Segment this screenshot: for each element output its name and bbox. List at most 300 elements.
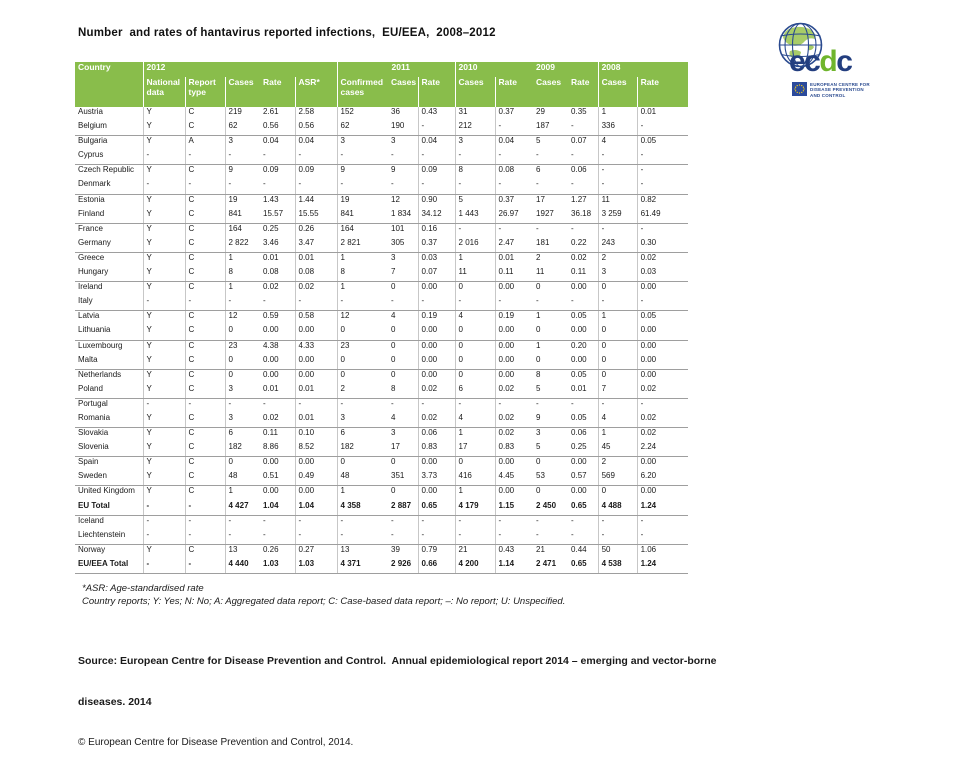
country-cell: Germany [75,238,143,253]
data-cell: - [185,398,225,413]
data-cell: 0.00 [495,457,533,472]
data-cell: 0.02 [637,413,688,428]
data-cell: 0 [337,325,388,340]
data-cell: Y [143,471,185,486]
table-row [75,209,688,224]
data-cell: - [225,515,260,530]
data-cell: Y [143,355,185,370]
data-cell: 0.49 [295,471,337,486]
data-cell: - [295,530,337,545]
data-cell: 21 [455,544,495,559]
data-cell: 36.18 [568,209,598,224]
data-cell: Y [143,413,185,428]
country-cell: Denmark [75,179,143,194]
table-row [75,544,688,559]
column-header: Cases [455,77,495,107]
data-cell: - [337,530,388,545]
data-cell: 1.04 [260,501,295,516]
data-cell: 1.27 [571,194,587,204]
data-cell: 3 [225,384,260,399]
data-cell: - [571,398,574,408]
data-cell: 17 [388,442,418,457]
data-cell: 0.59 [263,311,279,321]
data-cell: 0 [455,282,495,297]
data-cell: - [571,515,574,525]
data-cell: 7 [388,267,418,282]
column-header: Cases [598,77,637,107]
data-cell: C [185,209,225,224]
table-row [75,340,688,355]
column-header: Rate [637,77,688,107]
data-cell: 12 [225,311,260,326]
data-cell: 0.00 [418,325,455,340]
data-cell: - [295,179,337,194]
country-cell: Czech Republic [78,165,135,175]
data-cell: 13 [337,544,388,559]
data-cell: - [391,398,394,408]
data-cell: - [495,223,533,238]
data-cell: 34.12 [418,209,455,224]
data-cell: 4 [455,413,495,428]
data-cell: 0 [598,340,637,355]
table-row [75,384,688,399]
data-cell: - [495,296,533,311]
data-cell: 0.00 [418,340,455,355]
data-cell: - [143,150,185,165]
data-cell: 6 [455,384,495,399]
data-cell: - [495,121,533,136]
data-cell: 0.65 [418,501,455,516]
data-cell: 0.37 [495,194,533,209]
data-cell: 0.08 [260,267,295,282]
country-cell: Latvia [78,311,100,321]
country-cell: Slovakia [78,428,109,438]
table-row [75,501,688,516]
data-cell: - [260,530,295,545]
data-cell: 0.01 [495,252,533,267]
data-cell: 1 443 [455,209,495,224]
data-cell: 0 [533,355,568,370]
table-row [75,471,688,486]
table-row [75,282,688,297]
data-cell: 0.43 [495,544,533,559]
data-cell: 11 [533,267,568,282]
data-cell: - [637,530,688,545]
data-cell: - [533,530,568,545]
data-cell: - [455,530,495,545]
data-cell: C [185,282,225,297]
country-cell: Iceland [78,515,104,525]
data-cell: 0 [455,355,495,370]
data-cell: 0.00 [637,369,688,384]
column-header: Rate [418,77,455,107]
data-cell: 0.00 [637,457,688,472]
data-cell: - [143,559,185,574]
table-row [75,413,688,428]
data-cell: - [637,121,688,136]
data-cell: 15.55 [295,209,337,224]
data-cell: 0.83 [495,442,533,457]
data-cell: 2 821 [337,238,388,253]
data-cell: C [185,165,225,180]
data-cell: - [295,515,337,530]
data-cell: - [260,296,295,311]
data-cell: - [495,398,533,413]
year-header-row [75,62,688,77]
data-cell: 0 [598,325,637,340]
data-cell: 2 [598,252,637,267]
country-cell: Estonia [78,194,105,204]
table-row [75,369,688,384]
column-header: Rate [260,77,295,107]
data-cell: 5 [533,384,568,399]
data-cell: - [225,530,260,545]
data-cell: 1 [337,282,388,297]
data-cell: - [185,515,225,530]
data-cell: - [495,179,533,194]
data-cell: 4 [598,136,637,151]
data-cell: 1 834 [388,209,418,224]
data-cell: 0 [391,282,396,292]
data-cell: 48 [225,471,260,486]
data-cell: 3 [225,413,260,428]
data-cell: 1.04 [295,501,337,516]
data-cell: 3 [337,413,388,428]
data-cell: 0.00 [295,325,337,340]
data-cell: 61.49 [637,209,688,224]
table-row [75,515,688,530]
data-cell: - [637,398,688,413]
data-cell: 0.02 [418,384,455,399]
data-cell: 190 [388,121,418,136]
data-cell: 36 [391,107,400,116]
country-cell: Romania [75,413,143,428]
data-cell: 23 [225,340,260,355]
data-cell: - [598,530,637,545]
data-cell: 1 [536,340,541,350]
wordmark-c: c [836,45,852,78]
data-cell: 0.02 [260,413,295,428]
data-cell: 152 [337,107,388,121]
data-cell: 0 [455,340,495,355]
data-cell: C [185,194,225,209]
data-cell: Y [143,311,185,326]
data-cell: 3 [391,428,396,438]
data-cell: 1 [598,311,637,326]
data-cell: 8 [388,384,418,399]
data-cell: A [185,136,225,151]
data-cell: - [598,296,637,311]
data-cell: 1 [455,486,495,501]
data-cell: 336 [598,121,637,136]
country-cell: EU Total [75,501,143,516]
data-cell: - [568,150,598,165]
country-cell: EU/EEA Total [75,559,143,574]
data-cell: 0.11 [495,267,533,282]
data-cell: 9 [225,165,260,180]
data-cell: 0.58 [295,311,337,326]
data-cell: 0.01 [260,384,295,399]
data-cell: 0 [598,282,637,297]
data-cell: Y [143,384,185,399]
data-cell: 0.20 [571,340,587,350]
data-cell: 1.06 [637,544,688,559]
footnotes [82,582,565,608]
data-cell: - [143,515,185,530]
data-cell: - [337,179,388,194]
data-cell: - [571,223,574,233]
data-cell: 0 [391,486,396,496]
data-cell: 2 [598,457,637,472]
column-header: Report type [185,77,225,107]
data-cell: - [418,150,455,165]
data-cell: 0.00 [418,486,455,501]
country-cell: Sweden [75,471,143,486]
data-cell: 2 471 [533,559,568,574]
data-cell: - [533,296,568,311]
data-cell: 0 [225,355,260,370]
column-header: Rate [568,77,598,107]
data-cell: 0 [337,355,388,370]
country-cell: Italy [75,296,143,311]
data-cell: C [185,121,225,136]
data-cell: 0.00 [418,457,455,472]
table-row [75,150,688,165]
data-cell: 8 [536,369,541,379]
column-header: ASR* [295,77,337,107]
data-cell: 0 [225,325,260,340]
data-cell: 4.45 [495,471,533,486]
eu-flag-icon [792,82,807,96]
data-cell: 0.02 [263,282,279,292]
table-row [75,121,688,136]
data-cell: 0.16 [418,223,455,238]
table-row [75,457,688,472]
data-cell: 243 [598,238,637,253]
data-cell: 1 [455,252,495,267]
data-cell: 8 [225,267,260,282]
data-cell: 6.20 [637,471,688,486]
data-cell: 0.08 [495,165,533,180]
data-cell: 0.04 [263,136,279,146]
data-cell: 0.02 [495,428,533,443]
data-cell: 26.97 [495,209,533,224]
data-cell: 5 [536,136,541,146]
data-cell: Y [143,267,185,282]
data-cell: - [143,530,185,545]
data-cell: 3.73 [418,471,455,486]
table-row [75,107,688,121]
data-cell: 62 [225,121,260,136]
data-cell: 8 [455,165,495,180]
data-cell: 0.27 [295,544,337,559]
data-cell: 0.00 [295,486,337,501]
data-cell: 0.00 [495,325,533,340]
data-cell: 0.30 [637,238,688,253]
data-cell: 0.02 [637,252,688,267]
data-cell: 0 [536,282,541,292]
column-header-row [75,77,688,107]
table-row [75,428,688,443]
data-cell: 0.02 [295,282,337,297]
data-cell: - [295,398,337,413]
wordmark-ec: ec [789,45,820,78]
data-cell: Y [143,107,185,121]
data-cell: 0.19 [495,311,533,326]
data-cell: 3 259 [598,209,637,224]
footnote-country-reports: Country reports; Y: Yes; N: No; A: Aggregated data report; C: Case-based data report; –: No report; U: Unspecified. [82,596,566,607]
data-cell: - [533,179,568,194]
data-cell: 5 [455,194,495,209]
country-cell: Portugal [78,398,108,408]
data-cell: C [185,544,225,559]
data-cell: - [598,150,637,165]
country-cell: Hungary [75,267,143,282]
data-cell: 3.46 [260,238,295,253]
data-cell: 0.10 [295,428,337,443]
data-cell: 0.00 [495,486,533,501]
data-cell: 0 [391,457,396,467]
data-cell: - [598,515,637,530]
data-cell: Y [143,325,185,340]
data-cell: 0.01 [637,107,688,121]
data-cell: 0.65 [568,501,598,516]
data-cell: 0.00 [568,355,598,370]
data-cell: Y [143,486,185,501]
data-cell: 4 [388,413,418,428]
data-cell: 11 [455,267,495,282]
data-cell: 0.08 [295,267,337,282]
data-cell: - [598,398,637,413]
data-cell: 0.06 [571,165,587,175]
data-cell: - [337,296,388,311]
data-cell: Y [143,209,185,224]
data-cell: 3.47 [295,238,337,253]
data-cell: 62 [337,121,388,136]
data-cell: 187 [533,121,568,136]
data-cell: - [225,150,260,165]
data-cell: 305 [388,238,418,253]
data-cell: 8 [337,267,388,282]
table-row [75,398,688,413]
data-cell: 4 440 [225,559,260,574]
data-cell: C [185,238,225,253]
data-cell: - [295,150,337,165]
data-cell: 351 [388,471,418,486]
data-cell: Y [143,136,185,151]
data-cell: - [418,530,455,545]
logo-bottom [792,82,870,98]
data-cell: 9 [391,165,396,175]
country-cell: Belgium [75,121,143,136]
data-cell: 0.09 [295,165,337,180]
data-cell: - [533,150,568,165]
country-cell: Malta [75,355,143,370]
data-cell: 212 [455,121,495,136]
data-cell: 0.00 [637,325,688,340]
data-cell: Y [143,194,185,209]
data-cell: 0.02 [495,413,533,428]
data-cell: - [455,398,495,413]
data-cell: 0.00 [263,457,279,467]
data-cell: 6 [225,428,260,443]
data-cell: 9 [533,413,568,428]
country-cell: Liechtenstein [75,530,143,545]
table-row [75,311,688,326]
data-cell: - [337,398,388,413]
data-cell: - [185,150,225,165]
data-cell: C [185,428,225,443]
tagline-line: EUROPEAN CENTRE FOR [810,82,870,87]
data-cell: 17 [455,442,495,457]
data-cell: - [185,559,225,574]
data-cell: 181 [533,238,568,253]
data-cell: 1.03 [260,559,295,574]
table-header [75,62,688,107]
country-cell: France [78,223,103,233]
data-cell: 0.00 [568,325,598,340]
data-cell: 2.47 [495,238,533,253]
data-cell: Y [143,121,185,136]
data-cell: 12 [337,311,388,326]
data-cell: - [225,179,260,194]
data-cell: 3 [536,428,541,438]
column-header: Cases [388,77,418,107]
data-cell: - [418,398,455,413]
data-cell: 0.00 [418,369,455,384]
data-cell: 0.00 [571,282,587,292]
data-cell: - [143,501,185,516]
data-cell: Y [143,428,185,443]
data-cell: 2 926 [388,559,418,574]
data-cell: 164 [337,223,388,238]
data-cell: 0.00 [260,355,295,370]
data-cell: 0 [536,457,541,467]
table-row [75,252,688,267]
data-cell: - [637,515,688,530]
data-cell: 1 [225,282,260,297]
data-cell: 0.00 [263,369,279,379]
column-header: Cases [533,77,568,107]
data-cell: Y [143,442,185,457]
data-cell: 2.58 [295,107,337,121]
country-cell: Greece [78,252,105,262]
data-cell: 0.00 [295,369,337,384]
data-cell: - [225,296,260,311]
data-cell: 2.24 [637,442,688,457]
column-header: Confirmed cases [337,77,388,107]
data-cell: Y [143,544,185,559]
data-cell: 0.43 [418,107,455,121]
data-cell: - [418,515,455,530]
data-cell: 0.02 [495,384,533,399]
data-cell: C [185,413,225,428]
data-cell: - [185,179,225,194]
data-cell: 0.01 [295,413,337,428]
data-cell: 0.56 [260,121,295,136]
header-year-2008: 2008 [598,62,688,77]
data-cell: 21 [536,544,545,554]
data-cell: 4 358 [337,501,388,516]
data-cell: - [455,296,495,311]
data-cell: - [455,150,495,165]
data-cell: C [185,311,225,326]
table-row [75,223,688,238]
data-cell: 2 450 [533,501,568,516]
data-cell: 4 [455,311,495,326]
data-cell: C [185,252,225,267]
data-cell: Y [143,457,185,472]
